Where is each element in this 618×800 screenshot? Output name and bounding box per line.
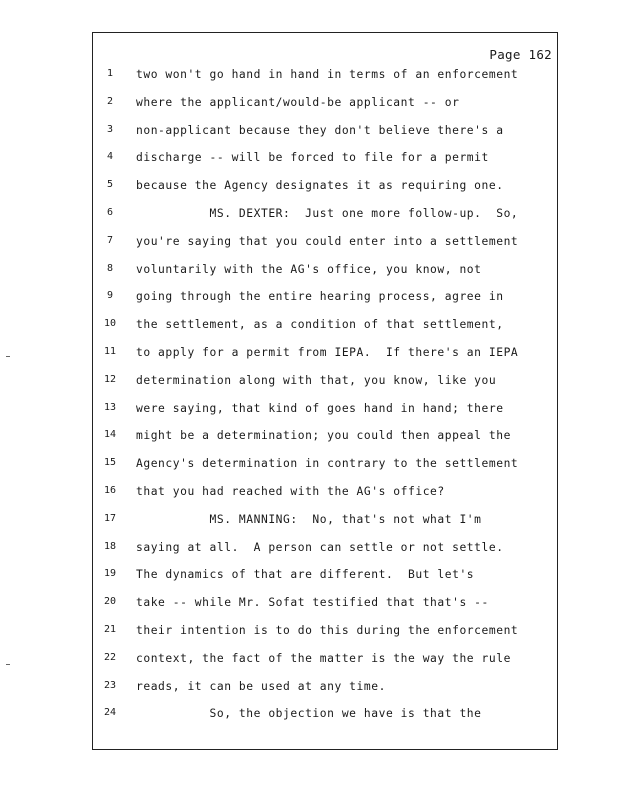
line-number: 1 <box>106 68 114 79</box>
line-text: reads, it can be used at any time. <box>136 679 386 693</box>
line-number: 21 <box>103 624 117 635</box>
transcript-page-border <box>92 32 558 750</box>
line-text: their intention is to do this during the enforcement <box>136 624 519 637</box>
line-text: that you had reached with the AG's office? <box>136 485 445 498</box>
line-text: you're saying that you could enter into a settlement <box>136 234 519 248</box>
line-number: 12 <box>103 373 117 385</box>
line-number: 22 <box>103 651 117 663</box>
line-number: 19 <box>103 568 117 580</box>
line-text: MS. MANNING: No, that's not what I'm <box>136 512 482 526</box>
line-number: 2 <box>106 95 114 107</box>
line-text: non-applicant because they don't believe there's a <box>136 123 504 137</box>
line-number: 18 <box>103 540 117 552</box>
line-text: might be a determination; you could then appeal the <box>136 429 511 443</box>
line-number: 10 <box>103 318 117 330</box>
line-number: 6 <box>106 207 114 218</box>
line-number: 23 <box>103 679 117 691</box>
line-number: 5 <box>106 179 114 191</box>
line-text: going through the entire hearing process, agree in <box>136 290 504 304</box>
line-text: the settlement, as a condition of that settlement, <box>136 318 504 332</box>
line-text: context, the fact of the matter is the way the rule <box>136 651 511 665</box>
line-number: 7 <box>106 234 114 246</box>
line-number: 15 <box>103 457 117 469</box>
line-text: where the applicant/would-be applicant -- or <box>136 95 460 109</box>
line-number: 9 <box>106 290 114 302</box>
line-text: were saying, that kind of goes hand in hand; there <box>136 401 504 415</box>
line-number: 14 <box>103 429 117 441</box>
page-number: Page 162 <box>489 47 552 62</box>
line-number: 3 <box>106 123 114 135</box>
line-number: 20 <box>103 596 117 608</box>
line-text: saying at all. A person can settle or not settle. <box>136 540 504 554</box>
line-text: because the Agency designates it as requiring one. <box>136 179 504 193</box>
margin-mark <box>6 356 10 357</box>
line-text: Agency's determination in contrary to the settlement <box>136 457 519 471</box>
line-number: 16 <box>103 485 117 496</box>
line-text: two won't go hand in hand in terms of an enforcement <box>136 68 519 81</box>
line-text: So, the objection we have is that the <box>136 707 482 721</box>
line-text: discharge -- will be forced to file for a permit <box>136 151 489 165</box>
line-text: take -- while Mr. Sofat testified that that's -- <box>136 596 489 610</box>
margin-mark <box>6 664 10 665</box>
line-number: 13 <box>103 401 117 413</box>
line-text: determination along with that, you know, like you <box>136 373 497 387</box>
line-number: 17 <box>103 512 117 524</box>
line-number: 24 <box>103 707 117 719</box>
line-number: 8 <box>106 262 114 274</box>
line-text: The dynamics of that are different. But let's <box>136 568 475 582</box>
line-text: MS. DEXTER: Just one more follow-up. So, <box>136 207 519 220</box>
line-text: to apply for a permit from IEPA. If there's an IEPA <box>136 346 519 359</box>
line-number: 4 <box>106 151 114 163</box>
line-number: 11 <box>103 346 117 357</box>
line-text: voluntarily with the AG's office, you know, not <box>136 262 482 276</box>
